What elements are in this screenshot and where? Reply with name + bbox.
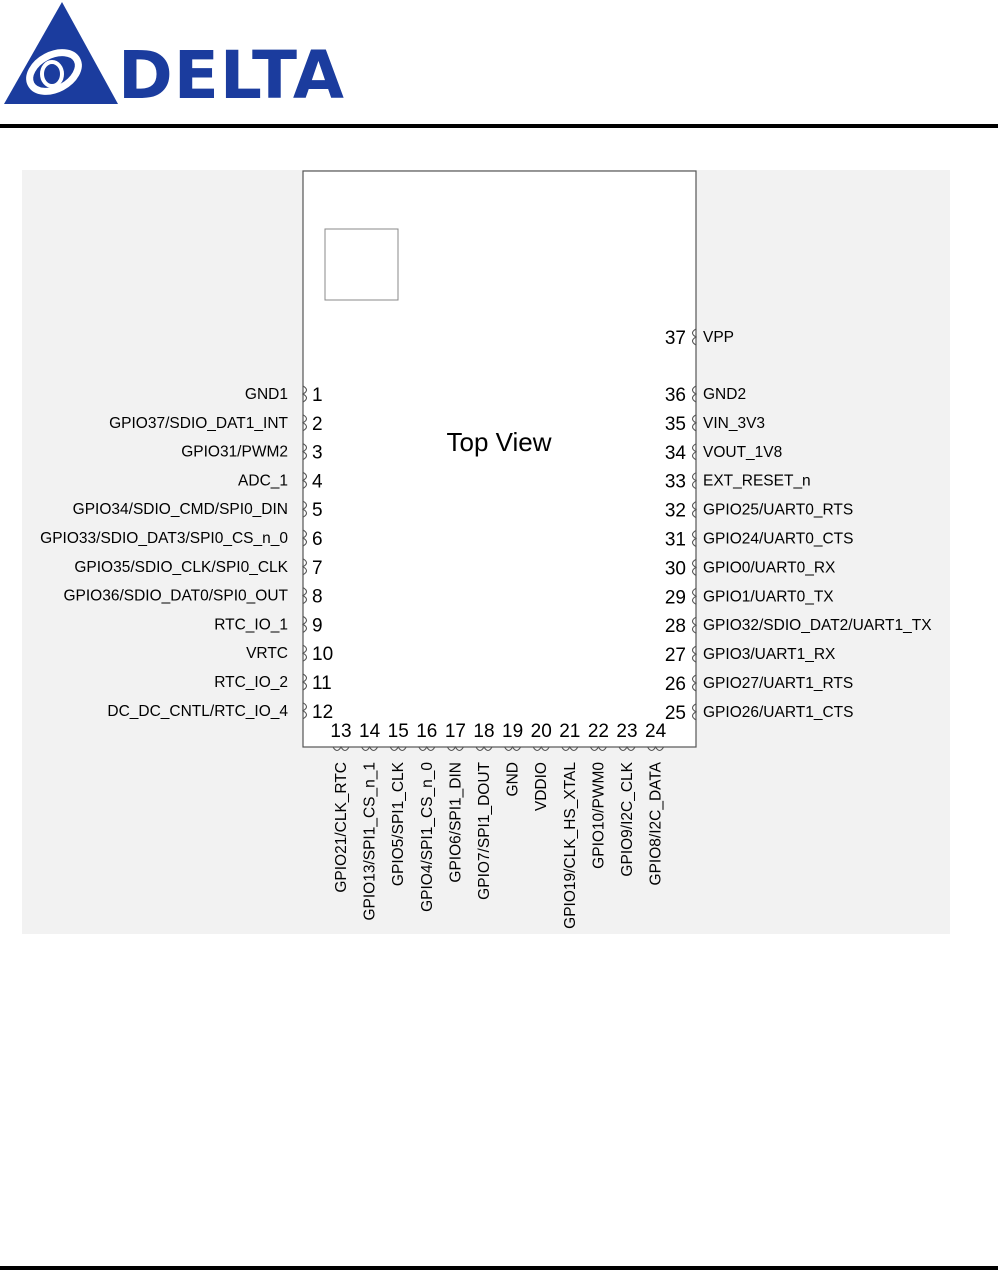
pin-number: 4: [312, 471, 323, 493]
pin-name-label: GPIO31/PWM2: [181, 443, 288, 461]
pin-name-label: DC_DC_CNTL/RTC_IO_4: [107, 702, 288, 720]
pin-name-label: RTC_IO_2: [214, 674, 288, 691]
pin-number: 11: [312, 673, 332, 694]
pin-number: 8: [312, 586, 323, 608]
pin-name-label: GPIO35/SDIO_CLK/SPI0_CLK: [74, 558, 288, 576]
pin-name-label: GPIO24/UART0_CTS: [703, 530, 854, 548]
pin-name-label: GPIO4/SPI1_CS_n_0: [418, 762, 436, 912]
pin-number: 33: [664, 471, 686, 493]
pin-number: 27: [664, 645, 686, 667]
pin-name-label: VRTC: [246, 645, 288, 663]
footer-divider: [0, 1266, 998, 1270]
pin-number: 6: [312, 529, 323, 550]
pin-number: 32: [664, 500, 686, 522]
pin-name-label: GPIO10/PWM0: [590, 762, 608, 869]
pin-number: 37: [664, 328, 686, 349]
pin-number: 14: [359, 721, 381, 742]
pin-name-label: GPIO9/I2C_CLK: [619, 762, 636, 877]
pin-name-label: GND1: [244, 386, 288, 403]
pin-number: 1: [312, 385, 323, 406]
pin-number: 28: [664, 616, 686, 638]
pin-number: 12: [312, 701, 334, 723]
pin-number: 3: [312, 442, 323, 464]
pin-name-label: VDDIO: [533, 762, 551, 812]
pin-number: 30: [664, 558, 686, 580]
pin-name-label: GPIO25/UART0_RTS: [703, 501, 854, 519]
pin-name-label: EXT_RESET_n: [703, 472, 811, 490]
pin-number: 23: [616, 721, 638, 742]
pin-name-label: VIN_3V3: [703, 414, 766, 432]
pin-number: 20: [530, 721, 552, 742]
pin-number: 25: [664, 702, 686, 724]
pin-name-label: GPIO7/SPI1_DOUT: [476, 762, 493, 900]
pin-number: 31: [664, 529, 686, 551]
pin-number: 15: [387, 721, 409, 742]
pin-name-label: RTC_IO_1: [214, 616, 288, 634]
pin-name-label: VOUT_1V8: [703, 443, 783, 461]
pin-name-label: GPIO6/SPI1_DIN: [447, 762, 465, 883]
pin-number: 29: [664, 587, 686, 609]
pin-name-label: GPIO3/UART1_RX: [703, 646, 836, 664]
pin-name-label: GPIO21/CLK_RTC: [333, 762, 350, 893]
pin-number: 5: [312, 500, 323, 522]
pin-number: 34: [664, 442, 686, 464]
pin-number: 13: [330, 721, 352, 742]
pin-name-label: GPIO0/UART0_RX: [703, 559, 836, 577]
pin-number: 17: [444, 721, 466, 742]
pin-number: 9: [312, 615, 323, 637]
pin-name-label: GND: [504, 762, 522, 797]
pin-name-label: GPIO27/UART1_RTS: [703, 675, 854, 692]
pin-number: 24: [645, 721, 667, 742]
logo-wordmark: DELTA: [118, 37, 345, 114]
pin-name-label: GPIO32/SDIO_DAT2/UART1_TX: [703, 617, 932, 635]
pin-name-label: GPIO13/SPI1_CS_n_1: [361, 762, 379, 921]
pin-number: 22: [587, 721, 609, 742]
pin-number: 7: [312, 557, 323, 579]
pin-name-label: GPIO26/UART1_CTS: [703, 703, 854, 721]
pin-number: 36: [664, 385, 686, 406]
pin-number: 2: [312, 413, 323, 435]
pin-number: 10: [312, 644, 334, 666]
pin-name-label: GPIO37/SDIO_DAT1_INT: [109, 414, 288, 432]
diagram-title: Top View: [446, 427, 552, 457]
pin-name-label: GPIO36/SDIO_DAT0/SPI0_OUT: [63, 587, 288, 605]
antenna-keepout-box: [325, 229, 398, 300]
pin-number: 16: [416, 721, 438, 742]
pin-number: 19: [502, 721, 524, 742]
pin-name-label: GPIO1/UART0_TX: [703, 588, 834, 606]
pin-name-label: GPIO8/I2C_DATA: [647, 762, 665, 886]
pin-number: 35: [664, 413, 686, 435]
pin-name-label: GPIO19/CLK_HS_XTAL: [561, 762, 579, 929]
pin-name-label: GPIO34/SDIO_CMD/SPI0_DIN: [72, 501, 288, 519]
pin-name-label: VPP: [703, 329, 735, 346]
pin-name-label: GPIO5/SPI1_CLK: [390, 762, 408, 887]
pin-name-label: ADC_1: [238, 472, 288, 490]
pin-number: 21: [559, 721, 581, 742]
pin-name-label: GND2: [703, 386, 747, 403]
pin-number: 26: [664, 674, 686, 695]
pin-number: 18: [473, 721, 495, 742]
pin-name-label: GPIO33/SDIO_DAT3/SPI0_CS_n_0: [40, 530, 288, 547]
